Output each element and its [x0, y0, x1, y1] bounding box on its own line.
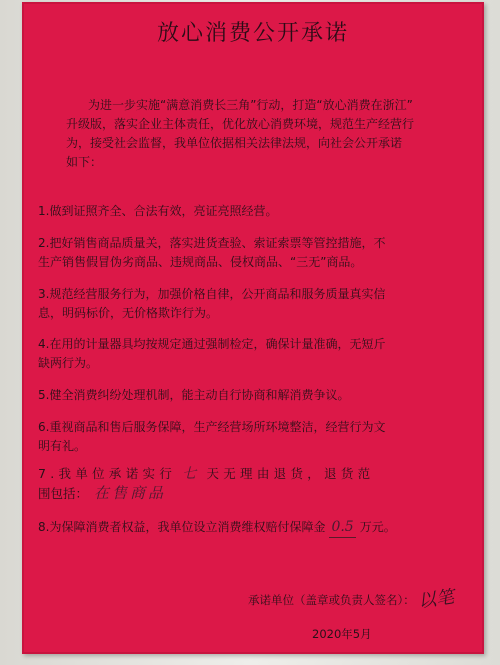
- pledge-item-1: [38, 202, 450, 221]
- item-line: 3.规范经营服务行为，加强价格自律，公开商品和服务质量真实信: [38, 287, 386, 301]
- item-line: 生产销售假冒伪劣商品、违规商品、侵权商品、“三无”商品。: [38, 255, 363, 269]
- signature-label: 承诺单位（盖章或负责人签名）：: [248, 593, 415, 607]
- pledge-item-3: [38, 285, 450, 323]
- intro-line: 为，接受社会监督，我单位依据相关法律法规，向社会公开承诺: [66, 136, 403, 150]
- item-line: 2.把好销售商品质量关，落实进货查验、索证索票等管控措施，不: [38, 236, 386, 250]
- handwritten-signature: 以笔: [416, 586, 456, 613]
- pledge-item-8: [38, 518, 450, 538]
- pledge-date: 2020年5月: [312, 627, 372, 641]
- handwritten-amount: 0.5: [329, 518, 355, 538]
- item7-suffix: 天无理由退货，退货范: [206, 466, 375, 481]
- item-line: 6.重视商品和售后服务保障，生产经营场所环境整洁，经营行为文: [38, 420, 386, 434]
- pledge-item-6: [38, 418, 450, 456]
- item-line: 息，明码标价，无价格欺诈行为。: [38, 306, 219, 320]
- pledge-item-2: [38, 234, 450, 272]
- item-line: 1.做到证照齐全、合法有效，亮证亮照经营。: [38, 204, 278, 218]
- item-line: 4.在用的计量器具均按规定通过强制检定，确保计量准确，无短斤: [38, 337, 386, 351]
- item-line: [38, 464, 450, 484]
- item-line: 缺两行为。: [38, 356, 99, 370]
- intro-line: 升级版，落实企业主体责任，优化放心消费环境，规范生产经营行: [66, 117, 415, 131]
- intro-line: 如下：: [66, 155, 103, 169]
- item-line: 5.健全消费纠纷处理机制，能主动自行协商和解消费争议。: [38, 388, 350, 402]
- handwritten-scope: 在售商品: [94, 484, 167, 502]
- item7-scope-label: 围包括：: [38, 486, 89, 501]
- item8-suffix: 万元。: [359, 520, 396, 534]
- pledge-item-5: [38, 386, 450, 405]
- pledge-item-4: [38, 335, 450, 373]
- item7-prefix: 7.我单位承诺实行: [38, 466, 177, 481]
- document-title: 放心消费公开承诺: [156, 21, 349, 46]
- handwritten-days: 七: [182, 466, 201, 482]
- item8-prefix: 8.为保障消费者权益，我单位设立消费维权赔付保障金: [38, 520, 326, 534]
- item-line: 明有礼。: [38, 439, 87, 453]
- pledge-sheet: [22, 2, 484, 654]
- intro-paragraph: [66, 96, 436, 172]
- intro-line: 为进一步实施“满意消费长三角”行动，打造“放心消费在浙江”: [88, 98, 413, 112]
- item-line: [38, 484, 450, 503]
- pledge-item-7: [38, 464, 450, 503]
